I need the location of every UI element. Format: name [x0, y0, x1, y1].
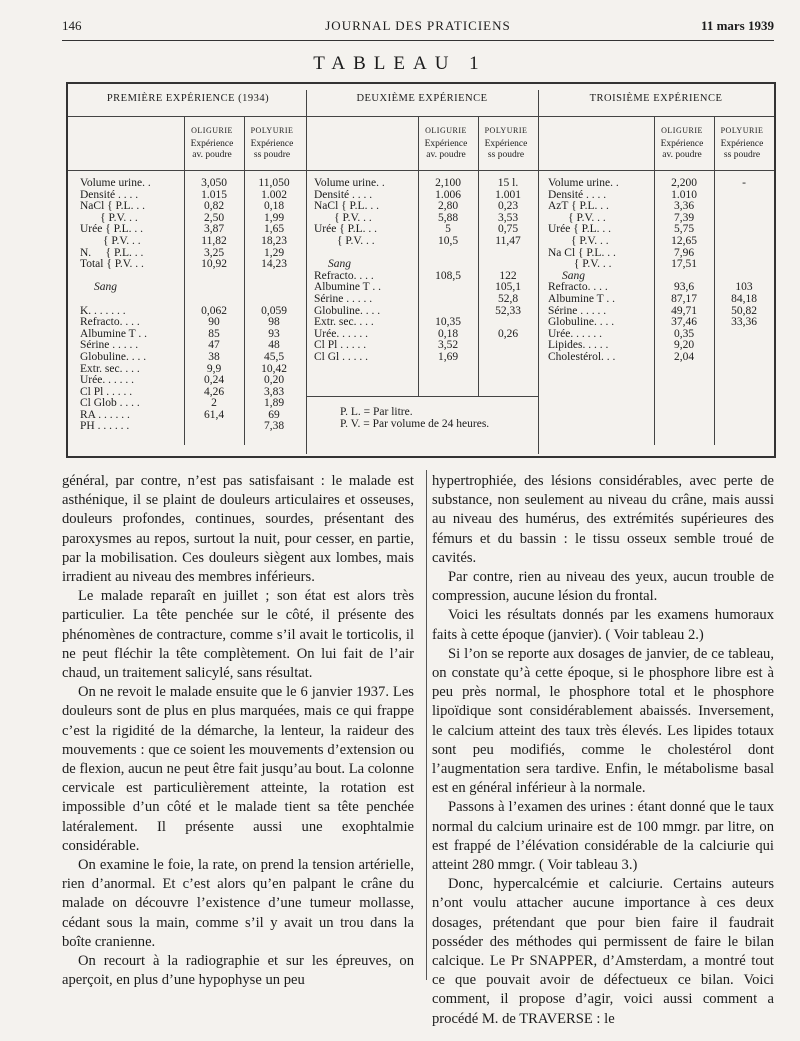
- paragraph: On ne revoit le malade ensuite que le 6 janvier 1937. Les douleurs sont de plus en plus marquées, mais ce qui frappe c’est la rigidité de la démarche, la lenteur, la raideur des mouvements : que ce soient les mouvements d’extension ou de flexion, aucun ne peut être fait jusqu’au bout. La colonne cervicale est particulièrement atteinte, la rotation est impossible d’un côté et le malade tient sa tête penchée latéralement. Il présente aussi une exophtalmie considérable.: [62, 684, 414, 854]
- cell-polyurie: 0,20: [263, 374, 285, 387]
- cell-polyurie: 3,53: [497, 211, 519, 224]
- cell-oligurie: 17,51: [671, 258, 697, 271]
- note-pv: P. V. = Par volume de 24 heures.: [340, 418, 490, 430]
- row-group-heading: Sang: [328, 258, 351, 271]
- cell-oligurie: 9,20: [673, 339, 695, 352]
- row-label: Refracto. . . .: [314, 269, 374, 282]
- column-header: [656, 125, 708, 161]
- cell-oligurie: 49,71: [671, 304, 697, 317]
- column-header-sub: Expérience av. poudre: [660, 139, 704, 160]
- row-label: Sérine . . . . .: [80, 339, 139, 352]
- row-label: { P.V. . .: [548, 211, 606, 224]
- paragraph: général, par contre, n’est pas satisfaisant : le malade est asthénique, il se plaint de douleurs articulaires et osseuses, douleurs profondes, continues, sourdes, présentant des paroxysmes au repos, surtout la nuit, pour cesser, en partie, par la mobilisation. Ces douleurs siègent aux lombes, mais irradient au niveau des membres inférieurs.: [62, 473, 414, 586]
- table-row: [314, 317, 536, 329]
- cell-oligurie: 0,35: [673, 327, 695, 340]
- cell-polyurie: 48: [268, 339, 280, 352]
- row-label: Extr. sec. . . .: [314, 316, 374, 329]
- cell-polyurie: 10,42: [261, 362, 287, 375]
- cell-oligurie: 3,050: [201, 177, 227, 189]
- row-label: Densité . . . .: [548, 188, 607, 201]
- table-row: [314, 259, 536, 271]
- row-label: Albumine T . .: [80, 327, 147, 340]
- cell-polyurie: 0,23: [497, 200, 519, 213]
- row-label: { P.V. . .: [80, 211, 138, 224]
- cell-polyurie: 122: [499, 269, 517, 282]
- cell-oligurie: 10,92: [201, 258, 227, 271]
- header-rule-line: [68, 116, 774, 117]
- body-right-column: [432, 472, 774, 1029]
- row-label: Globuline. . . .: [548, 316, 615, 329]
- row-label: { P.V. . .: [314, 234, 375, 247]
- table-row: [314, 352, 536, 364]
- column-header: [246, 125, 298, 161]
- cell-oligurie: 37,46: [671, 316, 697, 329]
- row-label: NaCl { P.L. . .: [314, 200, 379, 213]
- table-row: [548, 259, 772, 271]
- table-row: [314, 294, 536, 306]
- cell-oligurie: 85: [208, 327, 220, 340]
- cell-oligurie: 61,4: [203, 408, 225, 421]
- cell-polyurie: 69: [268, 408, 280, 421]
- table-row: [548, 352, 772, 364]
- cell-oligurie: 5: [445, 223, 451, 236]
- row-label: Globuline. . . .: [314, 304, 381, 317]
- row-label: Total { P.V. . .: [80, 258, 144, 271]
- column-header: [480, 125, 532, 161]
- table-row: [80, 259, 302, 271]
- cell-oligurie: 0,18: [437, 327, 459, 340]
- cell-oligurie: 2,100: [435, 177, 461, 189]
- cell-oligurie: 7,39: [673, 211, 695, 224]
- row-label: Sérine . . . . .: [548, 304, 607, 317]
- body-left-column: [62, 472, 414, 990]
- cell-polyurie: 7,38: [263, 420, 285, 433]
- paragraph: On recourt à la radiographie et sur les épreuves, on aperçoit, en plus d’une hypophyse un peu: [62, 953, 414, 989]
- cell-polyurie: 45,5: [263, 350, 285, 363]
- row-label: Urée { P.L. . .: [80, 223, 144, 236]
- row-label: Cl Glob . . . .: [80, 397, 140, 410]
- cell-polyurie: 1,99: [263, 211, 285, 224]
- table-title: TABLEAU 1: [313, 53, 487, 74]
- cell-oligurie: 1.006: [435, 188, 461, 201]
- paragraph: Voici les résultats donnés par les examens humoraux faits à cette époque (janvier). ( Voir tableau 2.): [432, 607, 774, 643]
- cell-oligurie: 3,25: [203, 246, 225, 259]
- row-label: Urée { P.L. . .: [548, 223, 612, 236]
- column-header-sub: Expérience ss poudre: [484, 139, 528, 160]
- section-rows: [548, 178, 772, 364]
- row-label: Lipides. . . . .: [548, 339, 609, 352]
- table-row: [548, 178, 772, 190]
- cell-oligurie: 2: [211, 397, 217, 410]
- row-label: Volume urine. .: [80, 177, 151, 189]
- cell-oligurie: 9,9: [206, 362, 222, 375]
- cell-polyurie: -: [742, 177, 746, 189]
- table-row: [80, 282, 302, 294]
- table-row: [548, 317, 772, 329]
- cell-polyurie: 84,18: [731, 292, 757, 305]
- cell-polyurie: 0,26: [497, 327, 519, 340]
- paragraph: hypertrophiée, des lésions considérables, avec perte de substance, non seulement au niveau du crâne, mais aussi au niveau des humérus, des extrémités supérieures des fémurs et du bassin : le tissu osseux semble troué de cavités.: [432, 473, 774, 566]
- cell-polyurie: 52,8: [497, 292, 519, 305]
- table-row: [548, 294, 772, 306]
- row-label: Refracto. . . .: [548, 281, 608, 294]
- page-number: 146: [62, 18, 82, 33]
- journal-title: JOURNAL DES PRATICIENS: [325, 18, 511, 33]
- row-label: RA . . . . . .: [80, 408, 130, 421]
- cell-polyurie: 98: [268, 316, 280, 329]
- row-label: Cl Pl . . . . .: [314, 339, 367, 352]
- cell-oligurie: 93,6: [673, 281, 695, 294]
- subheader-rule-line: [68, 170, 774, 171]
- cell-polyurie: 52,33: [495, 304, 521, 317]
- row-label: Densité . . . .: [80, 188, 139, 201]
- cell-polyurie: 15 l.: [497, 177, 519, 189]
- cell-polyurie: 103: [735, 281, 753, 294]
- cell-oligurie: 1.015: [201, 188, 227, 201]
- row-label: Na Cl { P.L. . .: [548, 246, 616, 259]
- row-label: PH . . . . . .: [80, 420, 130, 433]
- column-header-top: OLIGURIE: [425, 126, 467, 135]
- cell-oligurie: 3,87: [203, 223, 225, 236]
- column-header-top: POLYURIE: [250, 126, 294, 135]
- cell-oligurie: 0,062: [201, 304, 227, 317]
- table-row: [314, 236, 536, 248]
- row-group-heading: Sang: [562, 269, 585, 282]
- cell-oligurie: 2,200: [671, 177, 697, 189]
- paragraph: Par contre, rien au niveau des yeux, aucun trouble de compression, aucune lésion du frontal.: [432, 569, 774, 605]
- cell-oligurie: 2,50: [203, 211, 225, 224]
- row-group-heading: Sang: [94, 281, 117, 294]
- cell-oligurie: 4,26: [203, 385, 225, 398]
- cell-oligurie: 3,36: [673, 200, 695, 213]
- row-label: Urée { P.L. . .: [314, 223, 378, 236]
- cell-polyurie: 1,89: [263, 397, 285, 410]
- table-notes: [340, 406, 489, 430]
- note-pl: P. L. = Par litre.: [340, 406, 413, 418]
- cell-oligurie: 10,35: [435, 316, 461, 329]
- row-label: { P.V. . .: [314, 211, 372, 224]
- cell-polyurie: 11,47: [495, 234, 521, 247]
- section-divider: [538, 90, 539, 454]
- cell-polyurie: 1,29: [263, 246, 285, 259]
- table-row: [80, 352, 302, 364]
- cell-oligurie: 3,52: [437, 339, 459, 352]
- paragraph: Si l’on se reporte aux dosages de janvier, de ce tableau, on constate qu’à cette époque, si le phosphore libre est à peu près normal, le phosphore total et le phosphore lipoïdique sont considérablement abaissés. Inversement, le calcium atteint des taux très élevés. Les lipides totaux sont peu modifiés, comme le cholestérol dont l’augmentation sera tardive. Enfin, le métabolisme basal est en général inférieur à la normale.: [432, 645, 774, 797]
- table-row: [314, 178, 536, 190]
- cell-polyurie: 0,18: [263, 200, 285, 213]
- cell-polyurie: 1.002: [261, 188, 287, 201]
- column-header: [186, 125, 238, 161]
- cell-oligurie: 10,5: [437, 234, 459, 247]
- column-separator: [426, 470, 427, 980]
- row-label: { P.V. . .: [80, 234, 141, 247]
- cell-polyurie: 0,059: [261, 304, 287, 317]
- row-label: Sérine . . . . .: [314, 292, 373, 305]
- column-header-sub: Expérience ss poudre: [250, 139, 294, 160]
- table-row: [80, 178, 302, 190]
- section-title: DEUXIÈME EXPÉRIENCE: [356, 93, 488, 104]
- cell-polyurie: 105,1: [495, 281, 521, 294]
- row-label: Refracto. . . .: [80, 316, 140, 329]
- row-label: Cholestérol. . .: [548, 350, 616, 363]
- cell-oligurie: 5,88: [437, 211, 459, 224]
- row-label: Volume urine. .: [548, 177, 619, 189]
- column-header-top: POLYURIE: [720, 126, 764, 135]
- cell-oligurie: 7,96: [673, 246, 695, 259]
- cell-oligurie: 11,82: [201, 234, 227, 247]
- row-label: Urée. . . . . .: [548, 327, 602, 340]
- column-header-top: OLIGURIE: [191, 126, 233, 135]
- table-row: [548, 236, 772, 248]
- row-label: NaCl { P.L. . .: [80, 200, 145, 213]
- cell-oligurie: 87,17: [671, 292, 697, 305]
- table-row: [80, 294, 302, 306]
- paragraph: Passons à l’examen des urines : étant donné que le taux normal du calcium urinaire est de 100 mmgr. par litre, on est frappé de l’élévation considérable de la calciurie qui atteint 280 mmgr. ( Voir tableau 3.): [432, 799, 774, 874]
- cell-polyurie: 33,36: [731, 316, 757, 329]
- row-label: Urée. . . . . .: [314, 327, 368, 340]
- cell-oligurie: 90: [208, 316, 220, 329]
- row-label: Cl Gl . . . . .: [314, 350, 368, 363]
- column-header-sub: Expérience ss poudre: [720, 139, 764, 160]
- table-row: [80, 421, 302, 433]
- cell-polyurie: 93: [268, 327, 280, 340]
- row-label: AzT { P.L. . .: [548, 200, 609, 213]
- issue-date: 11 mars 1939: [701, 18, 774, 33]
- row-label: K. . . . . . .: [80, 304, 126, 317]
- page-header: [62, 18, 774, 36]
- cell-oligurie: 38: [208, 350, 220, 363]
- table-row: [80, 317, 302, 329]
- row-label: { P.V. . .: [548, 234, 609, 247]
- section-rows: [314, 178, 536, 364]
- table-row: [80, 236, 302, 248]
- cell-oligurie: 1.010: [671, 188, 697, 201]
- column-header-sub: Expérience av. poudre: [424, 139, 468, 160]
- row-label: N. { P.L. . .: [80, 246, 144, 259]
- cell-oligurie: 108,5: [435, 269, 461, 282]
- table-row: [80, 375, 302, 387]
- paragraph: On examine le foie, la rate, on prend la tension artérielle, rien d’anormal. Et c’est alors qu’en palpant le crâne du malade on découvre l’existence d’une tumeur mollasse, cédant sous la main, comme s’il y avait un trou dans la boîte cranienne.: [62, 857, 414, 950]
- cell-oligurie: 0,24: [203, 374, 225, 387]
- row-label: Volume urine. .: [314, 177, 385, 189]
- header-rule: [62, 40, 774, 41]
- section-divider: [306, 90, 307, 454]
- cell-polyurie: 50,82: [731, 304, 757, 317]
- row-label: Albumine T . .: [548, 292, 615, 305]
- column-header-top: OLIGURIE: [661, 126, 703, 135]
- row-label: Urée. . . . . .: [80, 374, 134, 387]
- cell-polyurie: 3,83: [263, 385, 285, 398]
- row-label: Globuline. . . .: [80, 350, 147, 363]
- row-label: { P.V. . .: [548, 258, 612, 271]
- cell-polyurie: 1.001: [495, 188, 521, 201]
- notes-rule-line: [306, 396, 538, 397]
- cell-oligurie: 0,82: [203, 200, 225, 213]
- cell-oligurie: 5,75: [673, 223, 695, 236]
- cell-polyurie: 0,75: [497, 223, 519, 236]
- cell-oligurie: 2,80: [437, 200, 459, 213]
- row-label: Densité . . . .: [314, 188, 373, 201]
- cell-oligurie: 12,65: [671, 234, 697, 247]
- cell-polyurie: 18,23: [261, 234, 287, 247]
- section-title: PREMIÈRE EXPÉRIENCE (1934): [106, 93, 270, 104]
- row-label: Cl Pl . . . . .: [80, 385, 133, 398]
- column-header: [420, 125, 472, 161]
- cell-polyurie: 11,050: [258, 177, 290, 189]
- cell-polyurie: 1,65: [263, 223, 285, 236]
- column-header: [716, 125, 768, 161]
- section-rows: [80, 178, 302, 433]
- cell-oligurie: 47: [208, 339, 220, 352]
- cell-oligurie: 1,69: [437, 350, 459, 363]
- column-header-top: POLYURIE: [484, 126, 528, 135]
- cell-polyurie: 14,23: [261, 258, 287, 271]
- row-label: Albumine T . .: [314, 281, 381, 294]
- cell-oligurie: 2,04: [673, 350, 695, 363]
- row-label: Extr. sec. . . .: [80, 362, 140, 375]
- paragraph: Le malade reparaît en juillet ; son état est alors très particulier. La tête penchée sur le côté, il présente des phénomènes de contracture, comme s’il avait le torticolis, il ne peut fléchir la tête complètement. On lui fait de l’air chaud, un traitement salicylé, sans résultat.: [62, 588, 414, 682]
- section-title: TROISIÈME EXPÉRIENCE: [589, 93, 723, 104]
- column-header-sub: Expérience av. poudre: [190, 139, 234, 160]
- paragraph: Donc, hypercalcémie et calciurie. Certains auteurs n’ont voulu attacher aucune importance à ces deux dosages, prétendant que pour bien faire il faudrait posséder des méthodes qui permissent de faire le bilan calcique. Le Pr SNAPPER, d’Amsterdam, a montré tout ce que pouvait avoir de défectueux ce bilan. Voici comment, il propose d’agir, voici aussi comment a procédé M. de TRAVERSE : le: [432, 876, 774, 1027]
